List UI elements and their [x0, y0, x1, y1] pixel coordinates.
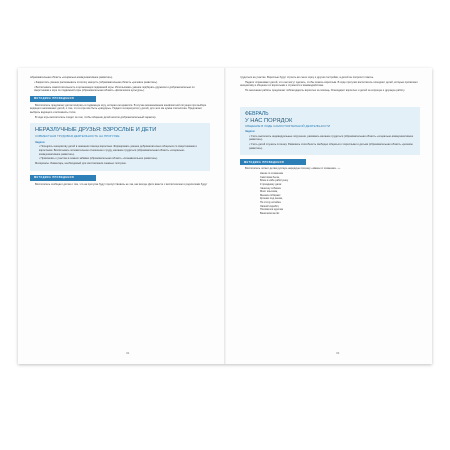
activity-subtitle: СОВМЕСТНАЯ ТРУДОВАЯ ДЕЯТЕЛЬНОСТЬ НА ПРОГУЛКЕ [35, 134, 120, 139]
right-task-2: • Учить детей слушать потешку. Развивать способность свободно общаться с взрослыми и детьми (образовательная область «речевое развитие»). [249, 143, 413, 150]
right-paragraph-2: Педагог спрашивает детей, что они могут сделать, чтобы помочь взрослым. В ходе прогулки воспитатель поощряет детей, которые проявляют инициативу в общении со взрослыми и стремятся к взаимодействию. [240, 80, 418, 88]
poem-line: Половичок курочка [260, 208, 283, 212]
left-intro-text: образовательная область «социально-коммуникативное развитие»). [30, 76, 114, 79]
left-bullet-2: • Воспитывать самостоятельность в организации подвижной игры. Использовать умение подбирать дружески и доброжелательно по сверстникам к игре по подвижной игры (образовательная область «физическое культура»). [34, 85, 195, 93]
activity-task-1: • Поощрять инициативу детей в оказании помощи взрослым. Формировать умение доброжелательно общаться со сверстниками и взрослыми. Воспитывать положительное отношение к труду, желание трудиться (образовательная область «социально-коммуникативное развитие»). [39, 145, 197, 156]
month-header-box [240, 107, 420, 156]
right-page [240, 76, 420, 215]
right-task-1: • Учить выполнять индивидуальные поручения, развивать желание трудиться (образовательная область «социально-коммуникативное развитие»). [249, 134, 414, 142]
section-label-method: МЕТОДИКА ПРОВЕДЕНИЯ [30, 96, 96, 102]
right-paragraph-1: трудиться на участке. Взрослые будут строить во снеге горку и другие постройки, а детей он попросит помочь. [240, 76, 374, 79]
poem-line: Лапкой скребёт, [260, 204, 280, 208]
activity-box [30, 123, 210, 171]
poem-line: Наша-то хозяюшка [260, 172, 283, 176]
poem-line: Чашечку собачка [260, 186, 281, 190]
left-bullet-1: • Закреплять умение рассказывать стихотку наизусть (образовательная область «речевое развитие»). [34, 80, 158, 84]
activity-materials: Материалы. Инвентарь, необходимый для изготовления снежных построек. [35, 162, 127, 166]
poem [260, 172, 420, 215]
poem-line: Веничком метёт. [260, 211, 280, 215]
section-label-method-2: МЕТОДИКА ПРОВЕДЕНИЯ [30, 175, 96, 181]
poem-line: Мышка собирает [260, 193, 281, 197]
book-spread [18, 68, 432, 364]
activity-title: НЕРАЗЛУЧНЫЕ ДРУЗЬЯ: ВЗРОСЛЫЕ И ДЕТИ [35, 127, 157, 134]
poem-line: Всем в избе работушку [260, 179, 289, 183]
left-paragraph-1: Воспитатель предлагает детям поиграть в подвижную игру, которая им нравится. В случае возникновения конфликтной ситуации при выборе водящего напоминает детей, о том, что в игре все быть «раздоры». Педагог интересуется у детей, для чего им нужна считалочка. Предлагает выбрать водящего и вспомнить стихи. [30, 103, 207, 114]
right-paragraph-4: Воспитатель читает детям русскую народную потешку «Наша-то хозяюшка…». [245, 167, 341, 171]
poem-line: По столу котейка [260, 200, 281, 204]
section-label-method-right: МЕТОДИКА ПРОВЕДЕНИЯ [240, 159, 306, 165]
poem-line: Крошки под окном, [260, 197, 283, 201]
left-paragraph-2: В ходе игры воспитатель следит за тем, чтобы общение детей носило доброжелательный характер. [35, 115, 157, 119]
tasks-label-right: Задачи [245, 130, 255, 134]
activity-subtitle-right: ОБЩЕНИЕ В ХОДЕ САМОСТОЯТЕЛЬНОЙ ДЕЯТЕЛЬНОСТИ [245, 123, 331, 128]
page-number-right: 33 [336, 351, 340, 355]
poem-line: К празднику дала: [260, 183, 282, 187]
month-label: ФЕВРАЛЬ [245, 110, 269, 117]
left-page [30, 76, 210, 188]
activity-title-right: У НАС ПОРЯДОК [245, 117, 293, 124]
poem-line: Моет язычком, [260, 190, 278, 194]
poem-line: Сметлива была, [260, 175, 280, 179]
right-paragraph-3: По окончании работы предлагает поблагодарить взрослых за помощь. Благодарит взрослых и детей за хорошую и дружную работу. [245, 89, 406, 93]
left-paragraph-3: Воспитатель сообщает детям о том, что на прогулке будут присутствовать не так, как всегда. Дети вместе с воспитателем и родителями будут [35, 182, 208, 186]
activity-task-2: • Привлекать к участию в зимних забавах (образовательная область «познавательное развитие»). [39, 157, 158, 161]
tasks-label: Задачи [35, 140, 45, 144]
book-gutter [224, 68, 226, 364]
page-number-left: 32 [126, 351, 130, 355]
